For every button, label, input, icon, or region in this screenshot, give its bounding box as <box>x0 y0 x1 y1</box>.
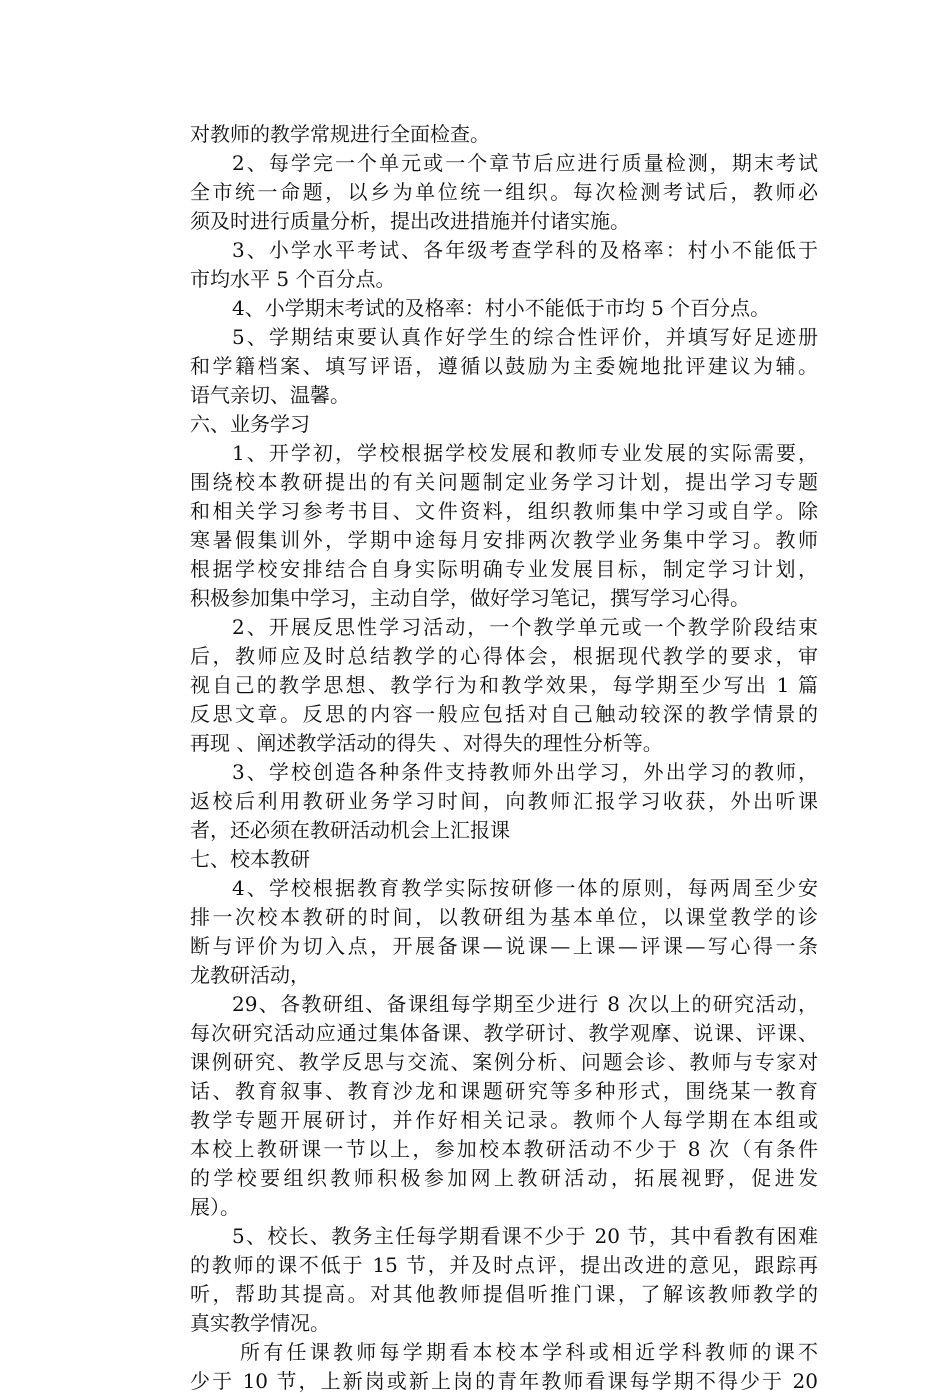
text-line: 每次研究活动应通过集体备课、教学研讨、教学观摩、说课、评课、 <box>190 1021 818 1045</box>
text-line: 课例研究、教学反思与交流、案例分析、问题会诊、教师与专家对 <box>190 1050 818 1074</box>
text-line: 返校后利用教研业务学习时间，向教师汇报学习收获，外出听课 <box>190 789 818 813</box>
text-line: 龙教研活动， <box>190 963 310 987</box>
text-line: 者，还必须在教研活动机会上汇报课 <box>190 818 510 842</box>
text-line: 寒暑假集训外，学期中途每月安排两次教学业务集中学习。教师 <box>190 528 818 552</box>
text-line: 听，帮助其提高。对其他教师提倡听推门课，了解该教师教学的 <box>190 1282 818 1306</box>
text-line: 七、校本教研 <box>190 847 310 871</box>
text-line: 反思文章。反思的内容一般应包括对自己触动较深的教学情景的 <box>190 702 818 726</box>
text-line: 和学籍档案、填写评语，遵循以鼓励为主委婉地批评建议为辅。 <box>190 354 818 378</box>
text-line: 2、每学完一个单元或一个章节后应进行质量检测，期末考试 <box>232 151 818 175</box>
text-line: 语气亲切、温馨。 <box>190 383 350 407</box>
text-line: 2、开展反思性学习活动，一个教学单元或一个教学阶段结束 <box>232 615 818 639</box>
text-line: 的教师的课不低于 15 节，并及时点评，提出改进的意见，跟踪再 <box>190 1253 818 1277</box>
text-line: 围绕校本教研提出的有关问题制定业务学习计划，提出学习专题 <box>190 470 818 494</box>
text-line: 须及时进行质量分析，提出改进措施并付诸实施。 <box>190 209 630 233</box>
text-line: 市均水平 5 个百分点。 <box>190 267 396 291</box>
text-line: 1、开学初，学校根据学校发展和教师专业发展的实际需要， <box>232 441 818 465</box>
text-line: 所有任课教师每学期看本校本学科或相近学科教师的课不 <box>240 1340 818 1364</box>
text-line: 真实教学情况。 <box>190 1311 330 1335</box>
document-page <box>190 120 818 1396</box>
text-line: 再现 、阐述教学活动的得失 、对得失的理性分析等。 <box>190 731 663 755</box>
text-line: 5、校长、教务主任每学期看课不少于 20 节，其中看教有困难 <box>232 1224 818 1248</box>
text-line: 教学专题开展研讨，并作好相关记录。教师个人每学期在本组或 <box>190 1108 818 1132</box>
text-line: 本校上教研课一节以上，参加校本教研活动不少于 8 次（有条件 <box>190 1137 818 1161</box>
text-line: 话、教育叙事、教育沙龙和课题研究等多种形式，围绕某一教育 <box>190 1079 818 1103</box>
text-line: 4、小学期末考试的及格率：村小不能低于市均 5 个百分点。 <box>232 296 771 320</box>
text-line: 5、学期结束要认真作好学生的综合性评价，并填写好足迹册 <box>232 325 818 349</box>
text-line: 4、学校根据教育教学实际按研修一体的原则，每两周至少安 <box>232 876 818 900</box>
text-line: 视自己的教学思想、教学行为和教学效果，每学期至少写出 1 篇 <box>190 673 818 697</box>
text-line: 根据学校安排结合自身实际明确专业发展目标，制定学习计划， <box>190 557 818 581</box>
text-line: 排一次校本教研的时间，以教研组为基本单位，以课堂教学的诊 <box>190 905 818 929</box>
text-line: 29、各教研组、备课组每学期至少进行 8 次以上的研究活动， <box>232 992 818 1016</box>
text-line: 断与评价为切入点，开展备课—说课—上课—评课—写心得一条 <box>190 934 818 958</box>
text-line: 六、业务学习 <box>190 412 310 436</box>
text-line: 后，教师应及时总结教学的心得体会，根据现代教学的要求，审 <box>190 644 818 668</box>
text-line: 积极参加集中学习，主动自学，做好学习笔记，撰写学习心得。 <box>190 586 750 610</box>
text-line: 3、学校创造各种条件支持教师外出学习，外出学习的教师， <box>232 760 818 784</box>
text-line: 的学校要组织教师积极参加网上教研活动，拓展视野，促进发 <box>190 1166 818 1190</box>
text-line: 和相关学习参考书目、文件资料，组织教师集中学习或自学。除 <box>190 499 818 523</box>
text-line: 展）。 <box>190 1195 240 1219</box>
text-line: 全市统一命题，以乡为单位统一组织。每次检测考试后，教师必 <box>190 180 818 204</box>
text-line: 3、小学水平考试、各年级考查学科的及格率：村小不能低于 <box>232 238 818 262</box>
text-line: 少于 10 节，上新岗或新上岗的青年教师看课每学期不得少于 20 <box>190 1369 818 1393</box>
text-line: 对教师的教学常规进行全面检查。 <box>190 122 490 146</box>
